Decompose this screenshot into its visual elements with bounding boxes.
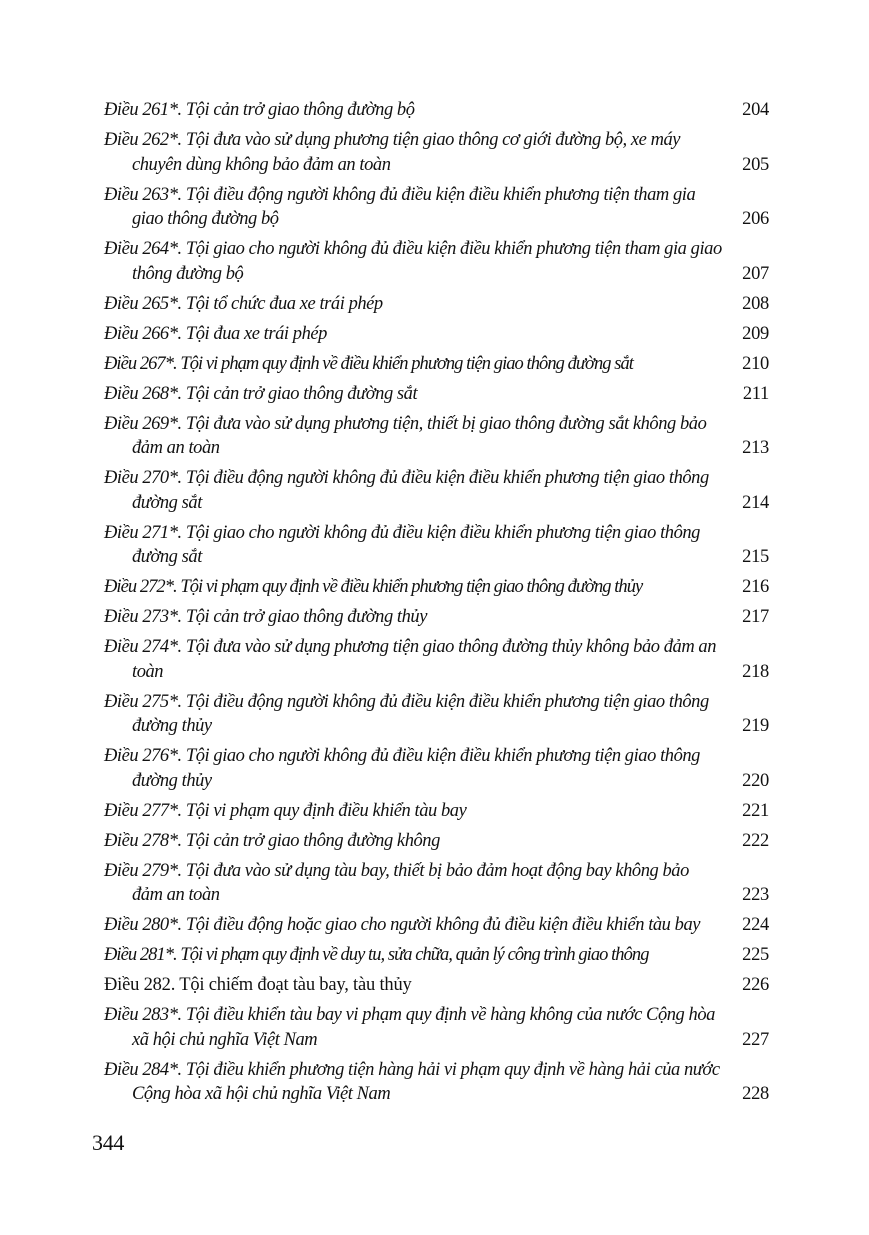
toc-entry [104, 1003, 769, 1052]
toc-entry [104, 128, 769, 177]
toc-entry-page: 215 [742, 547, 769, 567]
toc-entry-page: 228 [742, 1084, 769, 1104]
toc-entry-page: 219 [742, 716, 769, 736]
toc-entry-title: Điều 262*. Tội đưa vào sử dụng phương tiện giao thông cơ giới đường bộ, xe máy chuyên dùng không bảo đảm an toàn [104, 130, 681, 175]
toc-entry-title: Điều 263*. Tội điều động người không đủ điều kiện điều khiển phương tiện tham gia giao thông đường bộ [104, 184, 696, 229]
toc-entry-title: Điều 284*. Tội điều khiển phương tiện hàng hải vi phạm quy định về hàng hải của nước Cộng hòa xã hội chủ nghĩa Việt Nam [104, 1059, 720, 1104]
toc-entry-title: Điều 265*. Tội tổ chức đua xe trái phép [104, 293, 383, 314]
toc-entry [104, 412, 769, 461]
page-number: 344 [92, 1130, 125, 1155]
toc-entry [104, 292, 769, 317]
toc-entry-title: Điều 264*. Tội giao cho người không đủ điều kiện điều khiển phương tiện tham gia giao thông đường bộ [104, 239, 722, 284]
toc-entry-page: 218 [742, 661, 769, 682]
toc-entry-title: Điều 266*. Tội đua xe trái phép [104, 323, 327, 344]
toc-entry-title: Điều 273*. Tội cản trở giao thông đường thủy [104, 607, 427, 627]
toc-entry-title: Điều 280*. Tội điều động hoặc giao cho người không đủ điều kiện điều khiển tàu bay [104, 915, 701, 935]
toc-entry-page: 214 [742, 492, 769, 513]
toc-entry-page: 208 [742, 293, 769, 314]
toc-entry [104, 690, 769, 739]
toc-entry-title: Điều 277*. Tội vi phạm quy định điều khiển tàu bay [104, 800, 467, 821]
toc-entry-title: Điều 281*. Tội vi phạm quy định về duy tu, sửa chữa, quản lý công trình giao thông [104, 945, 649, 965]
toc-entry-page: 217 [742, 607, 769, 627]
toc-entry [104, 973, 769, 998]
toc-entry-page: 213 [742, 438, 769, 458]
toc-entry [104, 183, 769, 232]
toc-entry-title: Điều 274*. Tội đưa vào sử dụng phương tiện giao thông đường thủy không bảo đảm an toàn [104, 637, 717, 682]
toc-entry [104, 829, 769, 854]
toc-entry [104, 322, 769, 347]
toc-entry-page: 205 [742, 154, 769, 175]
toc-entry-page: 207 [742, 263, 769, 284]
toc-entry [104, 913, 769, 938]
toc-entry [104, 744, 769, 793]
toc-entry-title: Điều 275*. Tội điều động người không đủ điều kiện điều khiển phương tiện giao thông đường thủy [104, 691, 709, 736]
toc-entry-title: Điều 268*. Tội cản trở giao thông đường sắt [104, 383, 418, 404]
toc-entry [104, 466, 769, 515]
toc-entry [104, 352, 769, 377]
toc-entry-page: 226 [742, 975, 769, 995]
toc-entry [104, 98, 769, 123]
toc-entry-title: Điều 279*. Tội đưa vào sử dụng tàu bay, thiết bị bảo đảm hoạt động bay không bảo đảm an toàn [104, 860, 689, 905]
toc-entry-page: 209 [742, 323, 769, 344]
table-of-contents [104, 98, 769, 1112]
toc-entry-page: 224 [742, 915, 769, 935]
toc-entry [104, 605, 769, 630]
toc-entry [104, 382, 769, 407]
toc-entry-title: Điều 278*. Tội cản trở giao thông đường không [104, 830, 440, 851]
toc-entry-page: 223 [742, 885, 769, 905]
toc-entry-title: Điều 283*. Tội điều khiển tàu bay vi phạm quy định về hàng không của nước Cộng hòa xã hội chủ nghĩa Việt Nam [104, 1005, 715, 1050]
toc-entry [104, 521, 769, 570]
toc-entry-page: 221 [742, 800, 769, 821]
toc-entry [104, 635, 769, 684]
toc-entry-page: 227 [742, 1029, 769, 1050]
toc-entry-page: 206 [742, 209, 769, 229]
toc-entry-page: 222 [742, 830, 769, 851]
toc-entry-page: 220 [742, 770, 769, 791]
toc-entry [104, 1058, 769, 1107]
toc-entry-title: Điều 267*. Tội vi phạm quy định về điều khiển phương tiện giao thông đường sắt [104, 353, 633, 374]
toc-entry [104, 943, 769, 968]
toc-entry-page: 204 [742, 100, 769, 120]
toc-entry-title: Điều 271*. Tội giao cho người không đủ điều kiện điều khiển phương tiện giao thông đường sắt [104, 522, 700, 567]
toc-entry-title: Điều 269*. Tội đưa vào sử dụng phương tiện, thiết bị giao thông đường sắt không bảo đảm an toàn [104, 413, 707, 458]
toc-entry-page: 216 [742, 577, 769, 597]
toc-entry-page: 210 [742, 353, 769, 374]
toc-entry [104, 799, 769, 824]
toc-entry-title: Điều 272*. Tội vi phạm quy định về điều khiển phương tiện giao thông đường thủy [104, 577, 643, 597]
toc-entry-page: 211 [742, 383, 769, 404]
toc-entry [104, 859, 769, 908]
toc-entry-title: Điều 261*. Tội cản trở giao thông đường bộ [104, 100, 415, 120]
toc-entry [104, 575, 769, 600]
toc-entry-page: 225 [742, 945, 769, 965]
toc-entry-title: Điều 276*. Tội giao cho người không đủ điều kiện điều khiển phương tiện giao thông đường thủy [104, 746, 700, 791]
toc-entry [104, 237, 769, 286]
toc-entry-title: Điều 270*. Tội điều động người không đủ điều kiện điều khiển phương tiện giao thông đường sắt [104, 468, 709, 513]
toc-entry-title: Điều 282. Tội chiếm đoạt tàu bay, tàu thủy [104, 975, 412, 995]
